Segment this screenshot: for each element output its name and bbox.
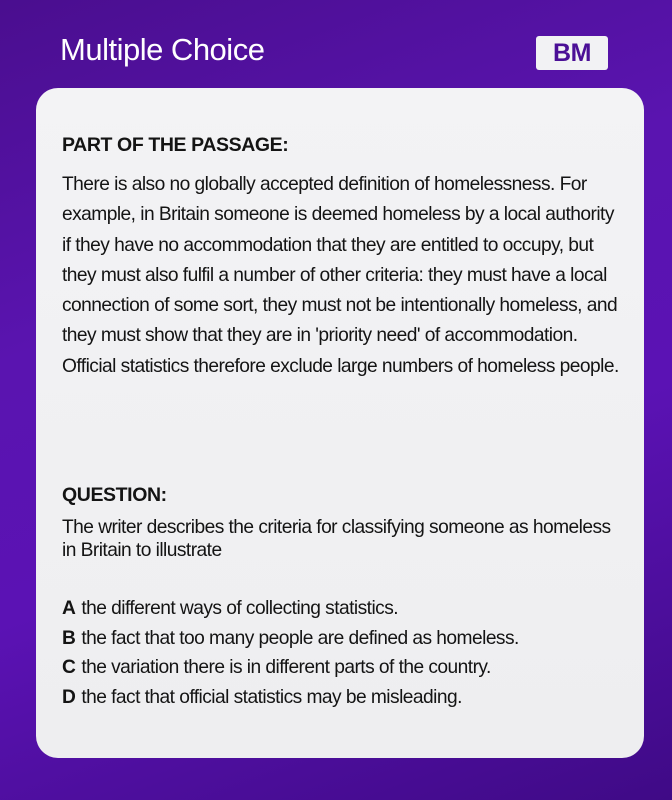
brand-logo: BM xyxy=(536,36,608,70)
option-c[interactable] xyxy=(62,653,632,683)
option-text: the variation there is in different parts of the country. xyxy=(81,657,491,678)
question-card xyxy=(36,88,644,758)
answer-options xyxy=(62,594,632,712)
option-letter: B xyxy=(62,627,76,649)
page-title: Multiple Choice xyxy=(60,32,265,67)
option-b[interactable] xyxy=(62,624,632,654)
option-text: the different ways of collecting statistics. xyxy=(81,598,399,619)
passage-text: There is also no globally accepted definition of homelessness. For example, in Britain someone is deemed homeless by a local authority if they have no accommodation that they are entitled to occupy, but they must also fulfil a number of other criteria: they must have a local connection of some sort, they must not be intentionally homeless, and they must show that they are in 'priority need' of accommodation. Official statistics therefore exclude large numbers of homeless people. xyxy=(62,174,619,377)
passage-heading: PART OF THE PASSAGE: xyxy=(62,134,289,156)
option-letter: C xyxy=(62,657,76,678)
option-d[interactable] xyxy=(62,683,632,713)
option-letter: D xyxy=(62,686,76,708)
option-text: the fact that official statistics may be misleading. xyxy=(81,686,462,708)
option-letter: A xyxy=(62,598,76,619)
question-text: The writer describes the criteria for classifying someone as homeless in Britain to illustrate xyxy=(62,517,611,561)
option-a[interactable] xyxy=(62,594,632,624)
option-text: the fact that too many people are defined as homeless. xyxy=(81,627,519,649)
question-heading: QUESTION: xyxy=(62,484,167,506)
